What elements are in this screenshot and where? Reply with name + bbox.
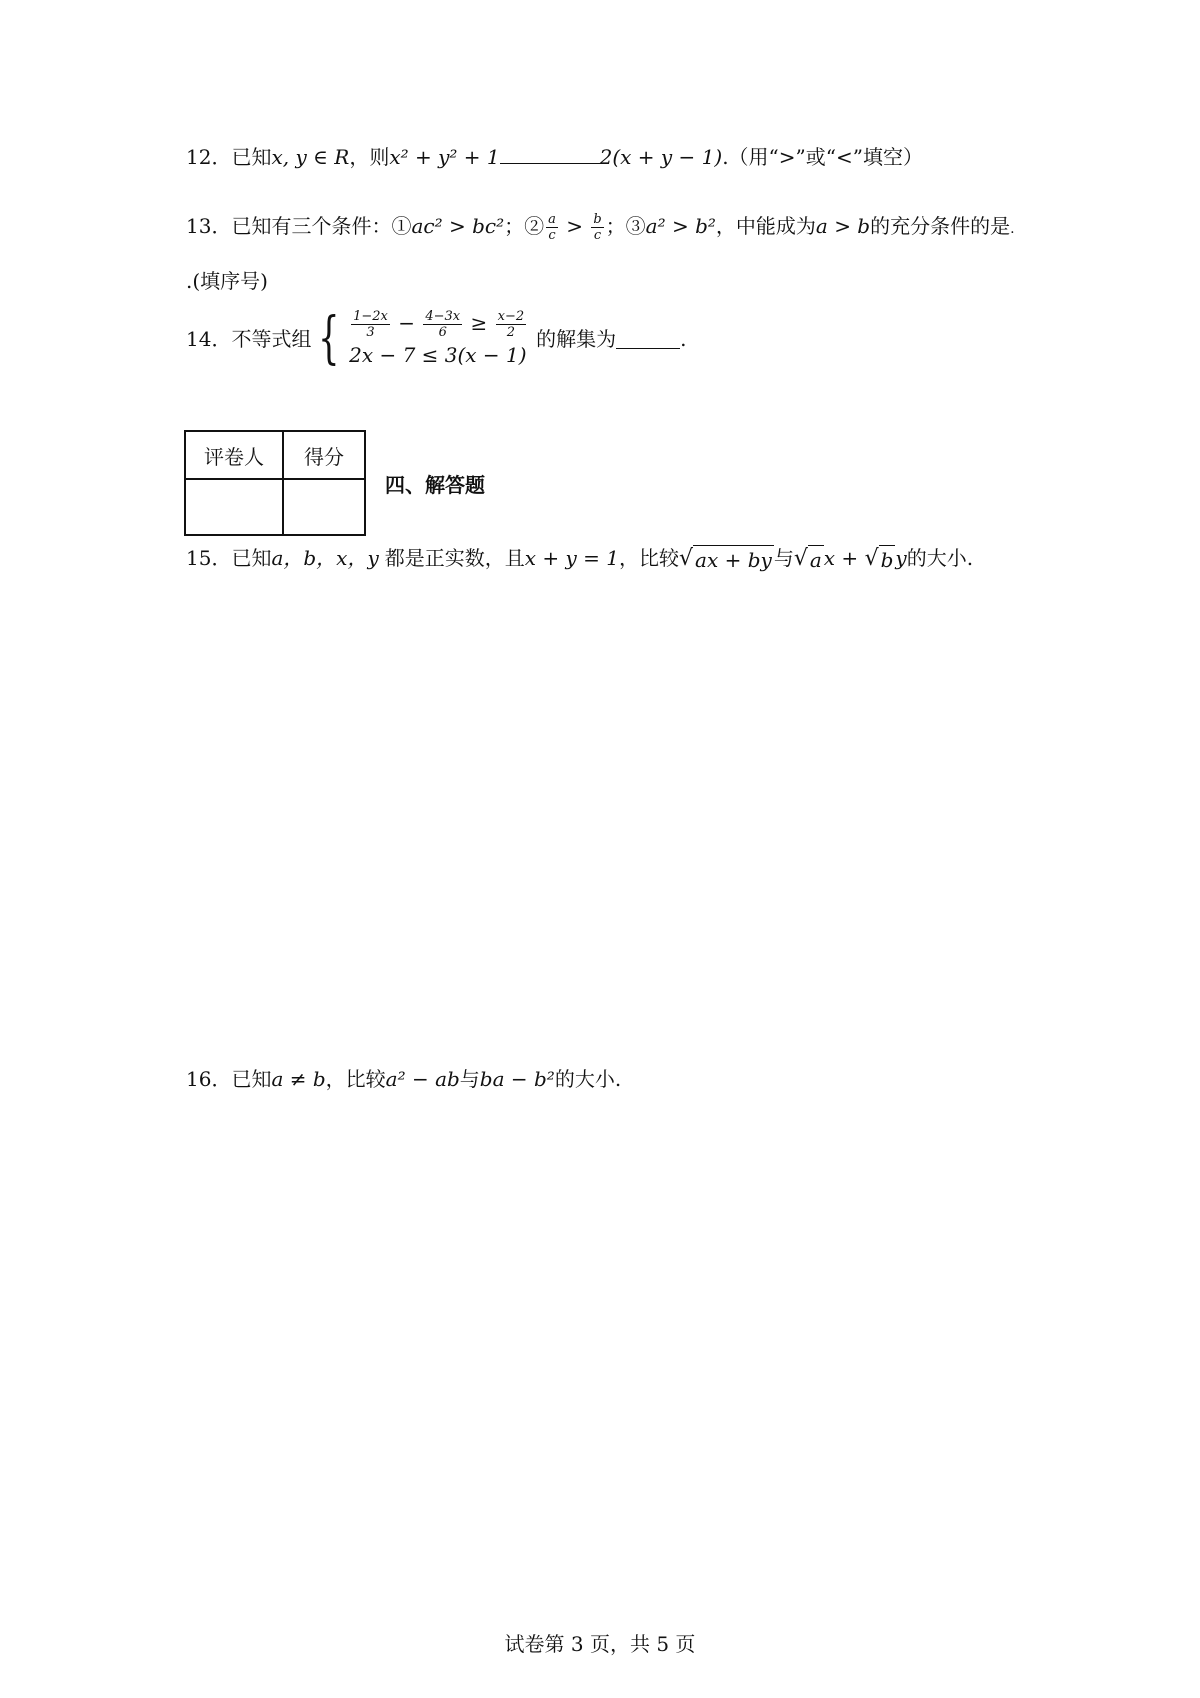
q14-frac-1: $\frac{1-2x}{3}$ — [353, 309, 388, 340]
q16-tail: 的大小. — [554, 1067, 622, 1091]
q13-mid: ，中能成为 — [715, 214, 816, 238]
q12-tail: .（用“>”或“<”填空） — [722, 145, 923, 169]
q13-line2: .(填序号) — [186, 269, 268, 293]
question-13 — [186, 212, 1015, 243]
q14-system — [349, 308, 528, 370]
q15-plus: + — [835, 546, 865, 570]
score-table-grader-cell[interactable] — [185, 479, 283, 535]
left-brace-icon: { — [318, 306, 340, 371]
q12-mid: ，则 — [349, 145, 390, 169]
q15-y: y — [895, 546, 907, 570]
q12-vars: x, y ∈ R — [271, 145, 350, 169]
q13-tail-dot: . — [1010, 221, 1015, 237]
q13-condition-3: a² > b² — [645, 214, 716, 238]
score-table — [184, 430, 366, 536]
q14-row2: 2x − 7 ≤ 3(x − 1) — [349, 343, 527, 367]
q13-gt: > — [559, 214, 590, 238]
q14-frac-3: $\frac{x-2}{2}$ — [497, 309, 525, 340]
q14-minus: − — [391, 311, 422, 335]
score-table-header-score: 得分 — [283, 431, 365, 479]
q15-mid: 都是正实数，且 — [384, 546, 525, 570]
q15-sqrt-b: √ b — [864, 546, 894, 572]
q12-lhs: x² + y² + 1 — [389, 145, 500, 169]
q15-sqrt-a: √ a — [793, 546, 822, 572]
q14-tail: 的解集为 — [536, 327, 617, 351]
radical-icon: √ — [793, 546, 808, 571]
q13-sep2: ；③ — [605, 214, 646, 238]
score-table-score-cell[interactable] — [283, 479, 365, 535]
q15-condition: x + y = 1 — [524, 546, 620, 570]
q15-vars: a，b，x，y — [271, 546, 379, 570]
page-footer: 试卷第 3 页，共 5 页 — [504, 1632, 696, 1656]
question-16 — [186, 1065, 621, 1093]
q13-target: a > b — [815, 214, 871, 238]
q12-number: 12．已知 — [186, 145, 272, 169]
radical-icon: √ — [864, 546, 879, 571]
q16-conj: 与 — [459, 1067, 480, 1091]
q15-number: 15．已知 — [186, 546, 272, 570]
q15-mid2: ，比较 — [619, 546, 680, 570]
q14-frac-2: $\frac{4-3x}{6}$ — [425, 309, 461, 340]
q14-number: 14．不等式组 — [186, 327, 312, 351]
q14-end: . — [680, 327, 687, 351]
question-12 — [186, 143, 923, 171]
q16-expr2: ba − b² — [479, 1067, 555, 1091]
question-15 — [186, 544, 973, 574]
q13-number: 13．已知有三个条件：① — [186, 214, 412, 238]
q15-x: x — [823, 546, 836, 570]
question-14 — [186, 308, 686, 370]
q15-sqrt-expr1: √ ax + by — [679, 546, 772, 572]
q15-conj: 与 — [773, 546, 794, 570]
score-table-header-grader: 评卷人 — [185, 431, 283, 479]
q12-answer-blank[interactable] — [500, 145, 600, 164]
q16-mid: ，比较 — [325, 1067, 386, 1091]
q13-tail: 的充分条件的是 — [870, 214, 1011, 238]
question-13-line2 — [186, 267, 268, 295]
q16-expr1: a² − ab — [385, 1067, 460, 1091]
q13-sep1: ；② — [504, 214, 545, 238]
q12-rhs: 2(x + y − 1) — [599, 145, 723, 169]
section-title: 四、解答题 — [385, 473, 485, 497]
q16-condition: a ≠ b — [271, 1067, 326, 1091]
q14-answer-blank[interactable] — [616, 330, 680, 349]
q13-frac-b-c: $\frac{b}{c}$ — [593, 212, 602, 243]
q16-number: 16．已知 — [186, 1067, 272, 1091]
radical-icon: √ — [679, 546, 694, 571]
q13-condition-1: ac² > bc² — [411, 214, 505, 238]
q13-frac-a-c: $\frac{a}{c}$ — [548, 212, 556, 243]
q15-tail: 的大小. — [906, 546, 974, 570]
q14-geq: ≥ — [464, 311, 494, 335]
